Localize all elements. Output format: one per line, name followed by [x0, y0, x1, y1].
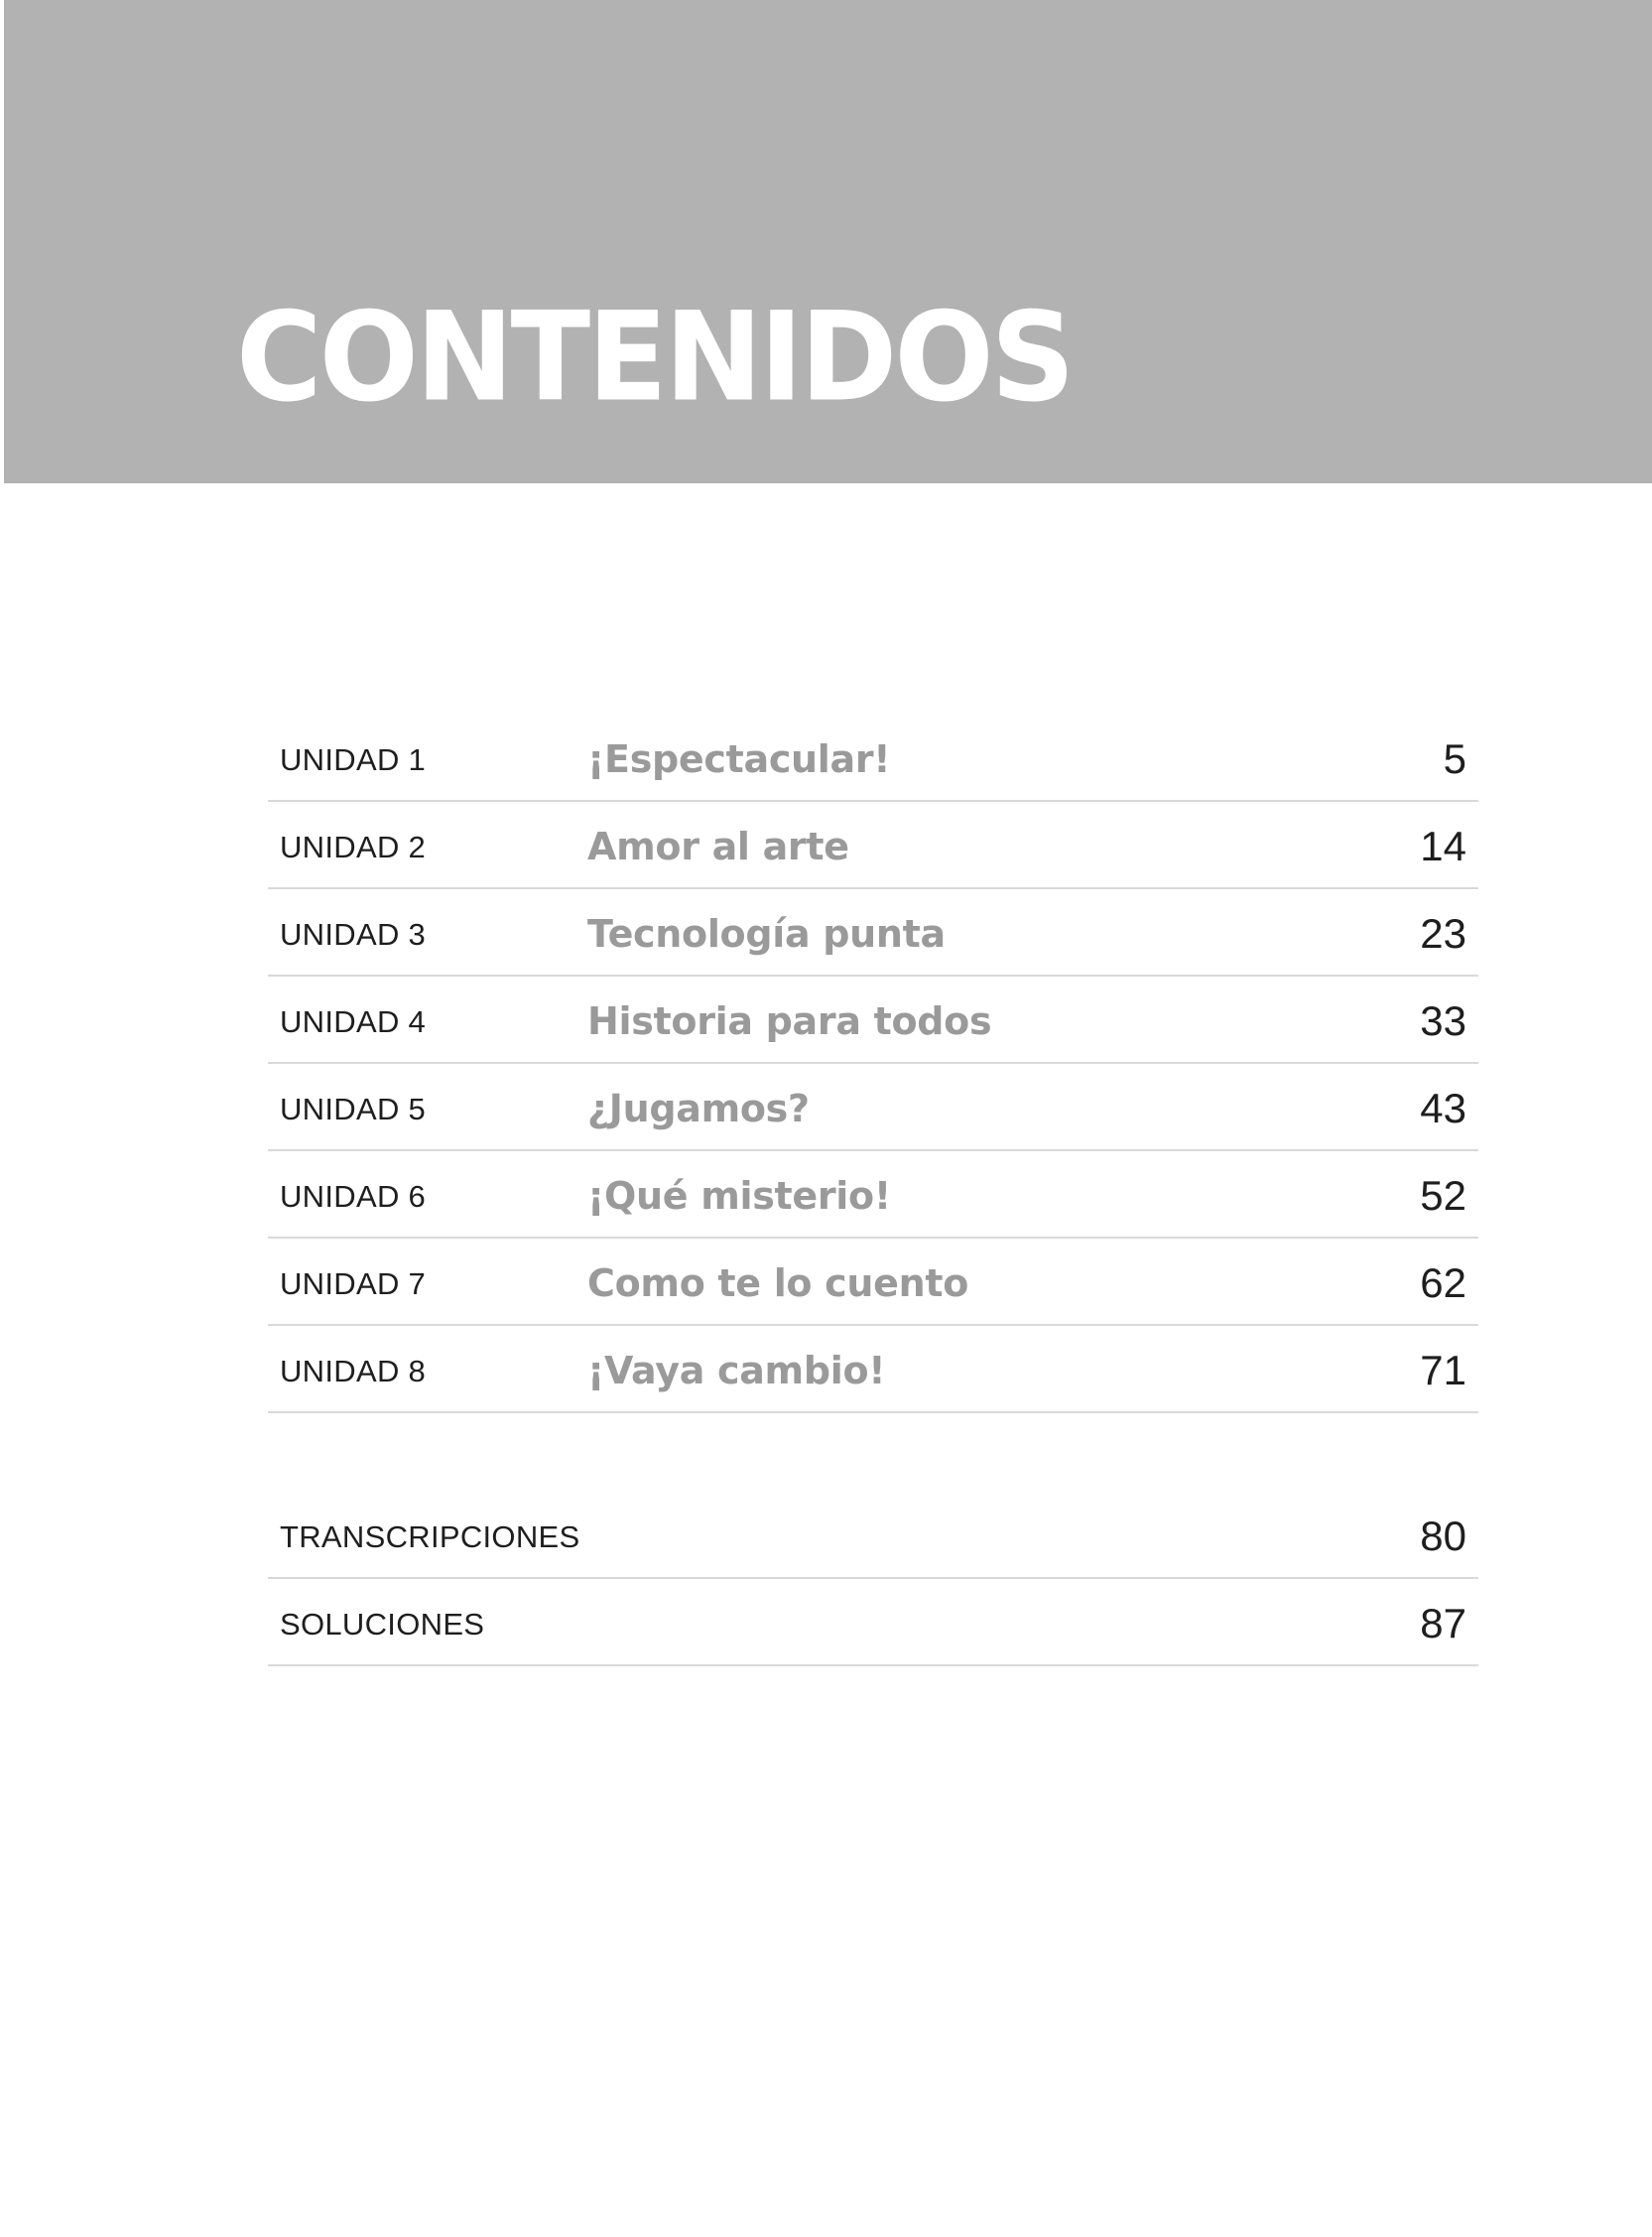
- unit-label: UNIDAD 5: [280, 1092, 427, 1126]
- unit-title: ¿Jugamos?: [587, 1087, 810, 1130]
- toc-row-unit-4[interactable]: [268, 977, 1478, 1064]
- toc-row-unit-6[interactable]: [268, 1151, 1478, 1239]
- toc-row-unit-7[interactable]: [268, 1239, 1478, 1326]
- toc-row-transcripciones[interactable]: [268, 1492, 1478, 1579]
- section-label: SOLUCIONES: [280, 1607, 485, 1642]
- unit-label: UNIDAD 4: [280, 1004, 427, 1039]
- toc-row-unit-5[interactable]: [268, 1064, 1478, 1151]
- page-number: 71: [1420, 1347, 1466, 1393]
- unit-title: Historia para todos: [587, 999, 992, 1043]
- toc-extras-list: [268, 1492, 1478, 1666]
- page-title: CONTENIDOS: [236, 285, 1073, 429]
- unit-label: UNIDAD 2: [280, 830, 427, 864]
- toc-row-unit-2[interactable]: [268, 802, 1478, 889]
- toc-units-list: [268, 715, 1478, 1413]
- toc-row-unit-3[interactable]: [268, 889, 1478, 977]
- page-number: 87: [1420, 1600, 1466, 1646]
- unit-title: ¡Vaya cambio!: [587, 1349, 886, 1392]
- page-number: 23: [1420, 910, 1466, 957]
- unit-label: UNIDAD 7: [280, 1266, 427, 1301]
- unit-title: Como te lo cuento: [587, 1261, 969, 1305]
- unit-title: Tecnología punta: [587, 912, 946, 956]
- section-label: TRANSCRIPCIONES: [280, 1519, 580, 1554]
- header-band: [4, 0, 1652, 483]
- unit-title: Amor al arte: [587, 825, 849, 868]
- page-number: 14: [1420, 823, 1466, 869]
- page-number: 33: [1420, 997, 1466, 1044]
- page-number: 43: [1420, 1085, 1466, 1131]
- unit-label: UNIDAD 8: [280, 1354, 427, 1388]
- unit-title: ¡Qué misterio!: [587, 1174, 891, 1218]
- unit-label: UNIDAD 6: [280, 1179, 427, 1214]
- unit-label: UNIDAD 1: [280, 742, 427, 777]
- page-number: 62: [1420, 1259, 1466, 1306]
- page-number: 52: [1420, 1172, 1466, 1219]
- toc-row-unit-8[interactable]: [268, 1326, 1478, 1413]
- toc-row-unit-1[interactable]: [268, 715, 1478, 802]
- unit-label: UNIDAD 3: [280, 917, 427, 952]
- toc-row-soluciones[interactable]: [268, 1579, 1478, 1666]
- page-number: 80: [1420, 1513, 1466, 1559]
- unit-title: ¡Espectacular!: [587, 737, 891, 781]
- page-number: 5: [1443, 735, 1466, 782]
